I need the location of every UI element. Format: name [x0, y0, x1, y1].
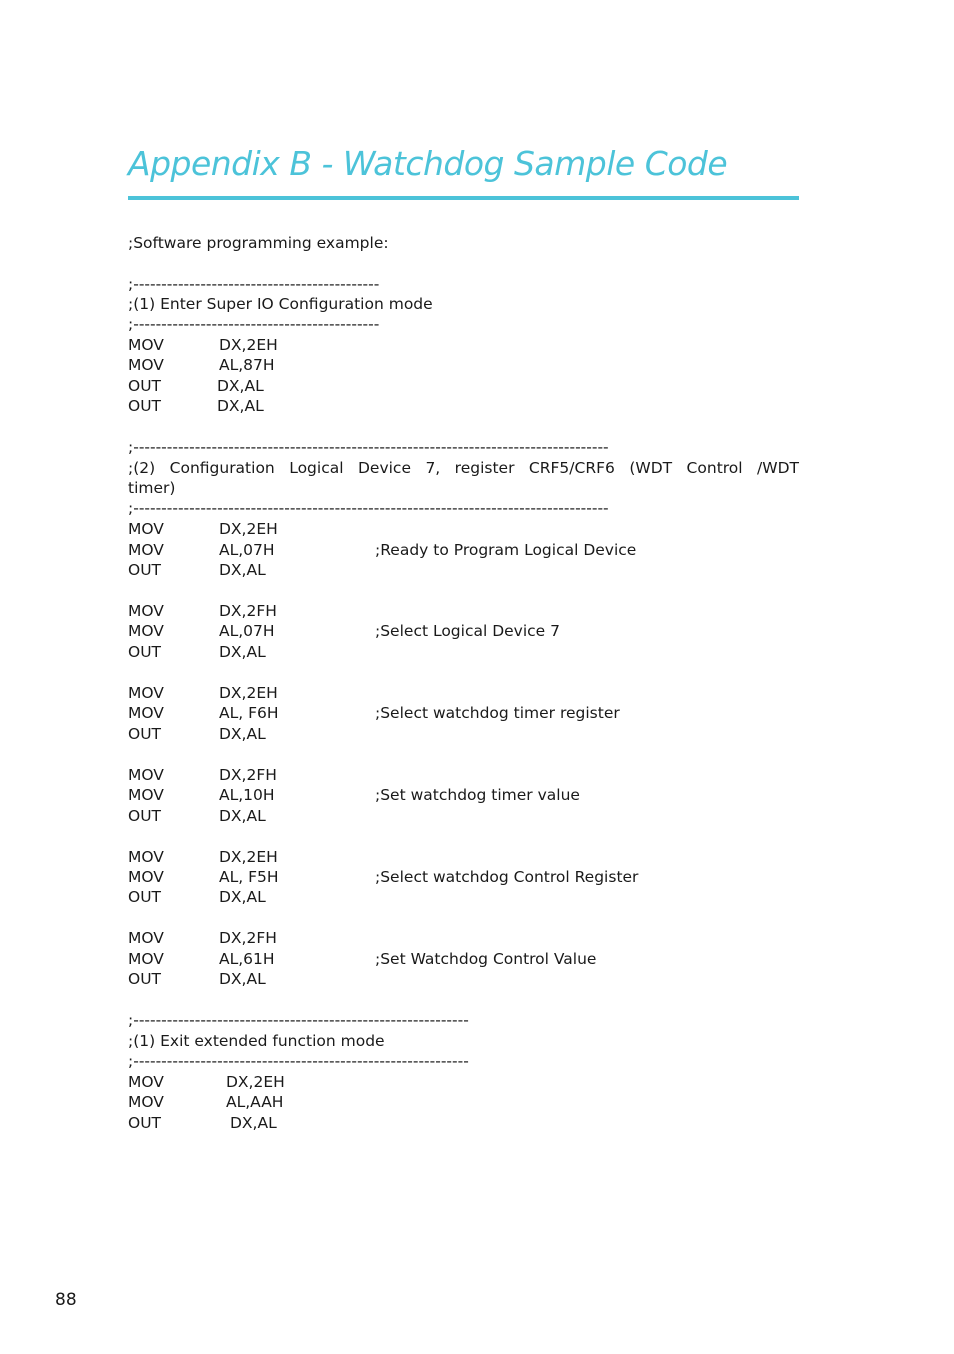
- section3-divider-top: ;------------------------------------------------------------: [128, 1011, 469, 1029]
- code-op: OUT: [128, 643, 162, 661]
- code-arg: AL,87H: [219, 356, 275, 374]
- code-comment: ;Select watchdog timer register: [375, 704, 620, 722]
- code-arg: DX,AL: [219, 807, 266, 825]
- section2-heading-continued: timer): [128, 479, 176, 497]
- code-arg: DX,AL: [219, 888, 266, 906]
- intro-text: ;Software programming example:: [128, 234, 389, 252]
- code-op: MOV: [128, 868, 164, 886]
- code-op: OUT: [128, 807, 162, 825]
- code-comment: ;Set watchdog timer value: [375, 786, 580, 804]
- section1-divider-top: ;--------------------------------------------: [128, 275, 380, 293]
- code-op: MOV: [128, 766, 164, 784]
- code-op: MOV: [128, 950, 164, 968]
- code-arg: DX,AL: [217, 377, 264, 395]
- code-comment: ;Set Watchdog Control Value: [375, 950, 597, 968]
- code-op: MOV: [128, 684, 164, 702]
- code-arg: DX,AL: [219, 725, 266, 743]
- code-op: MOV: [128, 356, 164, 374]
- code-op: OUT: [128, 377, 162, 395]
- code-op: MOV: [128, 336, 164, 354]
- code-op: OUT: [128, 397, 162, 415]
- code-arg: AL,07H: [219, 622, 275, 640]
- code-op: MOV: [128, 1093, 164, 1111]
- code-arg: DX,2EH: [219, 336, 278, 354]
- code-op: OUT: [128, 888, 162, 906]
- code-arg: DX,2FH: [219, 766, 277, 784]
- code-arg: AL,10H: [219, 786, 275, 804]
- page-title: Appendix B - Watchdog Sample Code: [128, 144, 728, 183]
- code-arg: DX,AL: [219, 643, 266, 661]
- code-arg: DX,AL: [219, 561, 266, 579]
- code-arg: AL,07H: [219, 541, 275, 559]
- code-op: MOV: [128, 786, 164, 804]
- section2-divider-bottom: ;-------------------------------------------------------------------------------------: [128, 499, 609, 517]
- code-op: MOV: [128, 622, 164, 640]
- code-arg: DX,2EH: [219, 848, 278, 866]
- section1-heading: ;(1) Enter Super IO Configuration mode: [128, 295, 433, 313]
- section2-divider-top: ;-------------------------------------------------------------------------------------: [128, 438, 609, 456]
- page-number: 88: [55, 1290, 77, 1310]
- section2-heading: ;(2) Configuration Logical Device 7, register CRF5/CRF6 (WDT Control /WDT: [128, 459, 799, 477]
- code-arg: AL,AAH: [226, 1093, 284, 1111]
- code-op: MOV: [128, 1073, 164, 1091]
- code-arg: DX,2EH: [219, 684, 278, 702]
- code-op: OUT: [128, 1114, 162, 1132]
- code-arg: DX,AL: [217, 397, 264, 415]
- code-op: MOV: [128, 704, 164, 722]
- code-arg: DX,2FH: [219, 602, 277, 620]
- code-op: OUT: [128, 725, 162, 743]
- code-comment: ;Select watchdog Control Register: [375, 868, 639, 886]
- code-op: MOV: [128, 541, 164, 559]
- code-arg: DX,AL: [219, 970, 266, 988]
- code-arg: AL, F6H: [219, 704, 279, 722]
- code-op: OUT: [128, 561, 162, 579]
- code-comment: ;Ready to Program Logical Device: [375, 541, 637, 559]
- code-op: OUT: [128, 970, 162, 988]
- section3-heading: ;(1) Exit extended function mode: [128, 1032, 385, 1050]
- code-arg: AL,61H: [219, 950, 275, 968]
- code-arg: DX,AL: [230, 1114, 277, 1132]
- code-arg: AL, F5H: [219, 868, 279, 886]
- code-comment: ;Select Logical Device 7: [375, 622, 561, 640]
- code-op: MOV: [128, 848, 164, 866]
- section1-divider-bottom: ;--------------------------------------------: [128, 315, 380, 333]
- code-op: MOV: [128, 929, 164, 947]
- code-arg: DX,2EH: [226, 1073, 285, 1091]
- code-op: MOV: [128, 602, 164, 620]
- code-op: MOV: [128, 520, 164, 538]
- section3-divider-bottom: ;------------------------------------------------------------: [128, 1052, 469, 1070]
- title-underline: [128, 196, 799, 200]
- code-arg: DX,2EH: [219, 520, 278, 538]
- code-arg: DX,2FH: [219, 929, 277, 947]
